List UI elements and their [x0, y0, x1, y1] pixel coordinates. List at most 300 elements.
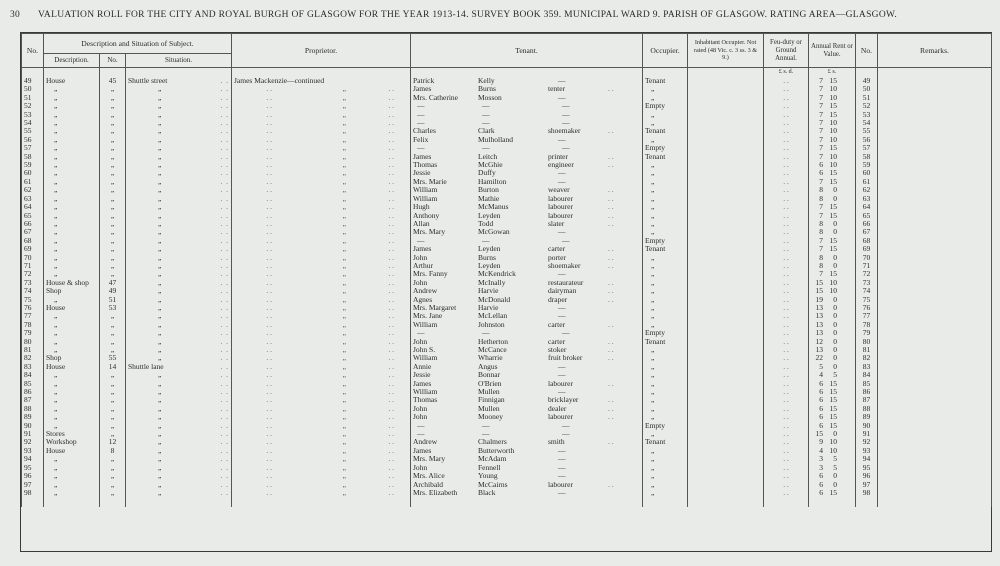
row-rent-pounds: 13: [815, 329, 823, 338]
row-situation: [126, 287, 232, 295]
row-description: „: [44, 228, 100, 236]
row-remarks: [878, 413, 992, 421]
row-sub-number: „: [100, 85, 126, 93]
row-situation: [126, 405, 232, 413]
row-situation: [126, 102, 232, 110]
row-tenant-forename: Thomas: [413, 396, 438, 405]
row-rent-shillings: 10: [829, 287, 837, 296]
row-occupier-text: „: [651, 480, 655, 489]
row-feu-dots: . .: [783, 228, 789, 237]
row-situation: [126, 127, 232, 135]
row-proprietor: [232, 111, 411, 119]
row-proprietor-dots: . .: [266, 371, 272, 380]
row-rent-shillings: 15: [829, 236, 837, 245]
table-row: [22, 472, 992, 480]
row-feu-dots: . .: [783, 379, 789, 388]
row-number-repeat: 79: [856, 329, 878, 337]
row-inhabitant: [688, 321, 764, 329]
row-tenant-surname: Burton: [478, 186, 499, 195]
row-rent-pounds: 6: [819, 388, 823, 397]
row-tenant-surname: —: [482, 144, 490, 153]
row-tenant-surname: Leyden: [478, 261, 501, 270]
row-number-repeat: 95: [856, 464, 878, 472]
row-number: 72: [22, 270, 44, 278]
row-tenant-occupation: carter: [548, 245, 566, 254]
row-tenant-occupation: dealer: [548, 404, 567, 413]
row-tenant-forename: John: [413, 413, 428, 422]
row-situation-text: „: [158, 253, 162, 262]
row-tenant-group: [413, 228, 618, 236]
row-proprietor-ditto: „: [342, 337, 346, 346]
row-inhabitant: [688, 405, 764, 413]
filler-cell: [878, 497, 992, 507]
row-proprietor-dots: . .: [266, 354, 272, 363]
row-proprietor-dots: . .: [388, 161, 394, 170]
row-occupier-text: Tenant: [645, 245, 666, 254]
row-number-repeat: 58: [856, 153, 878, 161]
row-tenant-surname: McAdam: [478, 455, 507, 464]
row-tenant-forename: —: [417, 421, 425, 430]
row-tenant-forename: John: [413, 463, 428, 472]
row-tenant: [411, 346, 643, 354]
row-occupier: [643, 77, 688, 85]
row-tenant-dots: . .: [608, 287, 614, 296]
page-number: 30: [10, 10, 21, 20]
row-tenant-forename: Andrew: [413, 287, 438, 296]
row-description: „: [44, 388, 100, 396]
row-tenant-occupation: —: [562, 329, 570, 338]
row-tenant-occupation: —: [558, 93, 566, 102]
row-occupier: [643, 346, 688, 354]
row-rent-shillings: 15: [829, 404, 837, 413]
row-tenant-group: [413, 169, 618, 177]
row-number-repeat: 57: [856, 144, 878, 152]
row-proprietor-ditto: „: [342, 119, 346, 128]
row-tenant-forename: James: [413, 152, 432, 161]
row-rent-shillings: 10: [829, 85, 837, 94]
row-occupier: [643, 102, 688, 110]
row-tenant-surname: McManus: [478, 203, 509, 212]
row-proprietor-ditto: „: [342, 320, 346, 329]
row-situation-dots: . .: [220, 388, 229, 397]
row-rent-shillings: 0: [833, 303, 837, 312]
row-tenant-forename: Mrs. Mary: [413, 228, 446, 237]
row-rent: [809, 422, 856, 430]
row-number: 59: [22, 161, 44, 169]
row-number-repeat: 91: [856, 430, 878, 438]
row-number-repeat: 96: [856, 472, 878, 480]
row-tenant: [411, 270, 643, 278]
row-remarks: [878, 119, 992, 127]
row-proprietor-dots: . .: [266, 245, 272, 254]
row-number-repeat: 52: [856, 102, 878, 110]
row-description: „: [44, 413, 100, 421]
row-rent: [809, 262, 856, 270]
row-situation-text: „: [158, 295, 162, 304]
row-number-repeat: 60: [856, 169, 878, 177]
row-situation-dots: . .: [220, 488, 229, 497]
row-proprietor: [232, 455, 411, 463]
row-rent-pounds: 7: [819, 110, 823, 119]
row-occupier-text: „: [651, 287, 655, 296]
row-proprietor: [232, 472, 411, 480]
row-tenant: [411, 405, 643, 413]
row-remarks: [878, 354, 992, 362]
row-proprietor-dots: . .: [266, 446, 272, 455]
row-situation-text: „: [158, 463, 162, 472]
row-rent-pounds: 15: [815, 278, 823, 287]
row-occupier-text: Tenant: [645, 438, 666, 447]
row-tenant-forename: Andrew: [413, 438, 438, 447]
row-situation: [126, 245, 232, 253]
row-proprietor: [232, 396, 411, 404]
table-row: [22, 220, 992, 228]
row-situation-dots: . .: [220, 413, 229, 422]
row-description: „: [44, 346, 100, 354]
row-tenant-occupation: stoker: [548, 346, 567, 354]
row-tenant-group: [413, 363, 618, 371]
table-row: [22, 388, 992, 396]
row-proprietor-dots: . .: [388, 455, 394, 464]
row-tenant: [411, 119, 643, 127]
row-occupier-text: „: [651, 320, 655, 329]
row-number-repeat: 62: [856, 186, 878, 194]
row-proprietor-dots: . .: [266, 337, 272, 346]
row-rent-pounds: 6: [819, 472, 823, 481]
row-tenant-occupation: bricklayer: [548, 396, 579, 405]
table-row: [22, 312, 992, 320]
table-row: [22, 380, 992, 388]
row-rent-shillings: 10: [829, 446, 837, 455]
roll-body: [22, 68, 992, 508]
row-feu-duty: [764, 186, 809, 194]
row-remarks: [878, 405, 992, 413]
row-tenant-group: [413, 287, 622, 295]
row-rent-shillings: 0: [833, 320, 837, 329]
row-tenant-forename: John: [413, 253, 428, 262]
row-inhabitant: [688, 489, 764, 497]
row-tenant-dots: . .: [608, 194, 614, 203]
row-proprietor-ditto: „: [342, 472, 346, 481]
row-inhabitant: [688, 464, 764, 472]
row-proprietor-ditto: „: [342, 194, 346, 203]
row-proprietor-dots: . .: [388, 102, 394, 111]
row-feu-duty: [764, 245, 809, 253]
row-situation: [126, 195, 232, 203]
row-situation-text: „: [158, 371, 162, 380]
row-proprietor: [232, 312, 411, 320]
row-tenant-group: [413, 77, 618, 85]
row-proprietor-ditto: „: [342, 295, 346, 304]
row-rent-pounds: 7: [819, 144, 823, 153]
row-occupier-text: „: [651, 110, 655, 119]
row-number: 57: [22, 144, 44, 152]
row-proprietor-dots: . .: [266, 261, 272, 270]
row-tenant: [411, 254, 643, 262]
row-rent-pounds: 8: [819, 219, 823, 228]
row-tenant: [411, 413, 643, 421]
row-occupier: [643, 464, 688, 472]
row-tenant-occupation: smith: [548, 438, 565, 447]
row-tenant-dots: . .: [608, 161, 614, 170]
table-row: [22, 111, 992, 119]
row-tenant-surname: Johnston: [478, 320, 505, 329]
row-tenant-occupation: —: [558, 446, 566, 455]
row-situation: [126, 144, 232, 152]
row-number-repeat: 75: [856, 296, 878, 304]
table-row: [22, 447, 992, 455]
row-remarks: [878, 371, 992, 379]
table-row: [22, 119, 992, 127]
row-tenant-surname: McGhie: [478, 161, 503, 170]
row-occupier: [643, 405, 688, 413]
row-situation-dots: . .: [220, 110, 229, 119]
row-rent: [809, 186, 856, 194]
row-feu-dots: . .: [783, 421, 789, 430]
table-row: [22, 178, 992, 186]
row-tenant: [411, 430, 643, 438]
row-situation-dots: . .: [220, 219, 229, 228]
row-description: Stores: [44, 430, 100, 438]
row-proprietor-dots: . .: [388, 396, 394, 405]
row-inhabitant: [688, 220, 764, 228]
row-proprietor: [232, 413, 411, 421]
filler-cell: [764, 497, 809, 507]
row-proprietor-ditto: „: [342, 127, 346, 136]
row-proprietor: [232, 296, 411, 304]
row-number-repeat: 93: [856, 447, 878, 455]
row-occupier: [643, 329, 688, 337]
row-rent-shillings: 0: [833, 430, 837, 439]
row-rent: [809, 136, 856, 144]
row-description: Shop: [44, 287, 100, 295]
row-remarks: [878, 161, 992, 169]
row-rent: [809, 254, 856, 262]
feu-units: £ s. d.: [764, 68, 809, 78]
row-tenant-surname: Burns: [478, 85, 496, 94]
row-tenant-occupation: shoemaker: [548, 261, 581, 270]
row-inhabitant: [688, 85, 764, 93]
row-tenant-group: [413, 85, 622, 93]
row-situation-text: „: [158, 430, 162, 439]
table-row: [22, 489, 992, 497]
row-situation: [126, 304, 232, 312]
row-rent: [809, 161, 856, 169]
row-number-repeat: 59: [856, 161, 878, 169]
row-description: „: [44, 85, 100, 93]
row-tenant-forename: Patrick: [413, 77, 435, 85]
row-sub-number: 51: [100, 296, 126, 304]
table-row: [22, 338, 992, 346]
row-rent: [809, 296, 856, 304]
row-description: „: [44, 296, 100, 304]
row-tenant-forename: Archibald: [413, 480, 443, 489]
row-rent: [809, 195, 856, 203]
row-tenant: [411, 363, 643, 371]
table-row: [22, 169, 992, 177]
row-rent: [809, 102, 856, 110]
row-situation: [126, 371, 232, 379]
row-proprietor: [232, 481, 411, 489]
row-feu-dots: . .: [783, 295, 789, 304]
row-proprietor: [232, 94, 411, 102]
row-situation: [126, 329, 232, 337]
row-proprietor-ditto: „: [342, 438, 346, 447]
row-occupier-text: Empty: [645, 421, 665, 430]
row-occupier: [643, 321, 688, 329]
row-inhabitant: [688, 363, 764, 371]
row-situation: [126, 447, 232, 455]
row-sub-number: „: [100, 329, 126, 337]
row-situation: [126, 338, 232, 346]
row-rent: [809, 472, 856, 480]
row-proprietor: [232, 380, 411, 388]
table-row: [22, 85, 992, 93]
row-proprietor-dots: . .: [388, 404, 394, 413]
row-situation-dots: . .: [220, 354, 229, 363]
row-proprietor-dots: . .: [266, 396, 272, 405]
table-row: [22, 237, 992, 245]
row-proprietor-dots: . .: [388, 354, 394, 363]
table-row: [22, 254, 992, 262]
row-number: 61: [22, 178, 44, 186]
row-rent-pounds: 6: [819, 413, 823, 422]
row-sub-number: „: [100, 161, 126, 169]
row-rent-pounds: 5: [819, 362, 823, 371]
row-proprietor-dots: . .: [388, 320, 394, 329]
row-tenant: [411, 212, 643, 220]
row-situation-dots: . .: [220, 236, 229, 245]
row-situation-text: „: [158, 144, 162, 153]
row-proprietor-dots: . .: [388, 278, 394, 287]
row-proprietor-dots: . .: [266, 404, 272, 413]
row-proprietor-dots: . .: [388, 446, 394, 455]
row-occupier: [643, 396, 688, 404]
row-tenant-group: [413, 455, 618, 463]
row-number-repeat: 73: [856, 279, 878, 287]
row-proprietor-dots: . .: [266, 379, 272, 388]
row-description: Shop: [44, 354, 100, 362]
row-tenant-surname: McCairns: [478, 480, 508, 489]
row-occupier-text: „: [651, 161, 655, 170]
row-tenant-surname: Mulholland: [478, 135, 513, 144]
row-feu-dots: . .: [783, 85, 789, 94]
row-number: 86: [22, 388, 44, 396]
row-proprietor-dots: . .: [266, 388, 272, 397]
row-situation: [126, 169, 232, 177]
row-tenant-group: [413, 237, 622, 245]
row-occupier-text: Empty: [645, 144, 665, 153]
row-situation-dots: . .: [220, 127, 229, 136]
row-proprietor-dots: . .: [388, 236, 394, 245]
row-occupier: [643, 228, 688, 236]
row-proprietor-text: James Mackenzie—continued: [234, 77, 325, 85]
row-number-repeat: 68: [856, 237, 878, 245]
row-rent-shillings: 0: [833, 472, 837, 481]
row-proprietor-dots: . .: [266, 177, 272, 186]
row-proprietor-dots: . .: [388, 270, 394, 279]
row-feu-duty: [764, 371, 809, 379]
row-sub-number: „: [100, 396, 126, 404]
row-tenant: [411, 220, 643, 228]
table-row: [22, 279, 992, 287]
row-tenant: [411, 489, 643, 497]
row-situation-dots: . .: [220, 371, 229, 380]
row-number-repeat: 64: [856, 203, 878, 211]
row-number-repeat: 81: [856, 346, 878, 354]
row-situation: [126, 481, 232, 489]
row-tenant-occupation: —: [558, 388, 566, 397]
table-row: [22, 228, 992, 236]
row-number-repeat: 49: [856, 77, 878, 85]
row-inhabitant: [688, 136, 764, 144]
row-situation-dots: . .: [220, 102, 229, 111]
row-tenant-forename: Mrs. Jane: [413, 312, 443, 321]
row-number-repeat: 67: [856, 228, 878, 236]
table-row: [22, 287, 992, 295]
row-tenant-surname: Leyden: [478, 211, 501, 220]
filler-cell: [126, 497, 232, 507]
row-tenant-dots: . .: [608, 295, 614, 304]
row-proprietor: [232, 287, 411, 295]
row-rent-pounds: 7: [819, 127, 823, 136]
row-tenant-group: [413, 430, 622, 438]
row-feu-duty: [764, 396, 809, 404]
row-rent-shillings: 15: [829, 144, 837, 153]
row-proprietor: [232, 127, 411, 135]
row-rent-pounds: 6: [819, 421, 823, 430]
row-occupier: [643, 153, 688, 161]
row-feu-dots: . .: [783, 388, 789, 397]
row-proprietor-ditto: „: [342, 455, 346, 464]
row-tenant: [411, 178, 643, 186]
row-situation-text: „: [158, 119, 162, 128]
row-rent-shillings: 15: [829, 396, 837, 405]
row-proprietor: [232, 203, 411, 211]
row-proprietor: [232, 161, 411, 169]
row-occupier-text: „: [651, 312, 655, 321]
row-remarks: [878, 464, 992, 472]
row-inhabitant: [688, 388, 764, 396]
row-rent: [809, 203, 856, 211]
row-rent: [809, 144, 856, 152]
row-tenant-surname: —: [482, 119, 490, 128]
row-feu-dots: . .: [783, 438, 789, 447]
row-proprietor-ditto: „: [342, 430, 346, 439]
valuation-roll-sheet: [20, 32, 992, 552]
row-proprietor-ditto: „: [342, 102, 346, 111]
row-feu-dots: . .: [783, 396, 789, 405]
row-rent-shillings: 0: [833, 228, 837, 237]
row-tenant: [411, 77, 643, 85]
row-proprietor: [232, 254, 411, 262]
row-feu-dots: . .: [783, 413, 789, 422]
row-occupier-text: „: [651, 303, 655, 312]
row-tenant-surname: McLellan: [478, 312, 508, 321]
row-number: 98: [22, 489, 44, 497]
row-occupier-text: „: [651, 119, 655, 128]
row-tenant-surname: Harvie: [478, 287, 499, 296]
row-description: „: [44, 472, 100, 480]
row-proprietor-dots: . .: [266, 421, 272, 430]
row-number: 58: [22, 153, 44, 161]
col-rent-header: Annual Rent or Value.: [809, 34, 856, 68]
row-number-repeat: 70: [856, 254, 878, 262]
row-rent: [809, 119, 856, 127]
row-feu-dots: . .: [783, 77, 789, 85]
row-occupier: [643, 388, 688, 396]
row-occupier-text: Tenant: [645, 337, 666, 346]
